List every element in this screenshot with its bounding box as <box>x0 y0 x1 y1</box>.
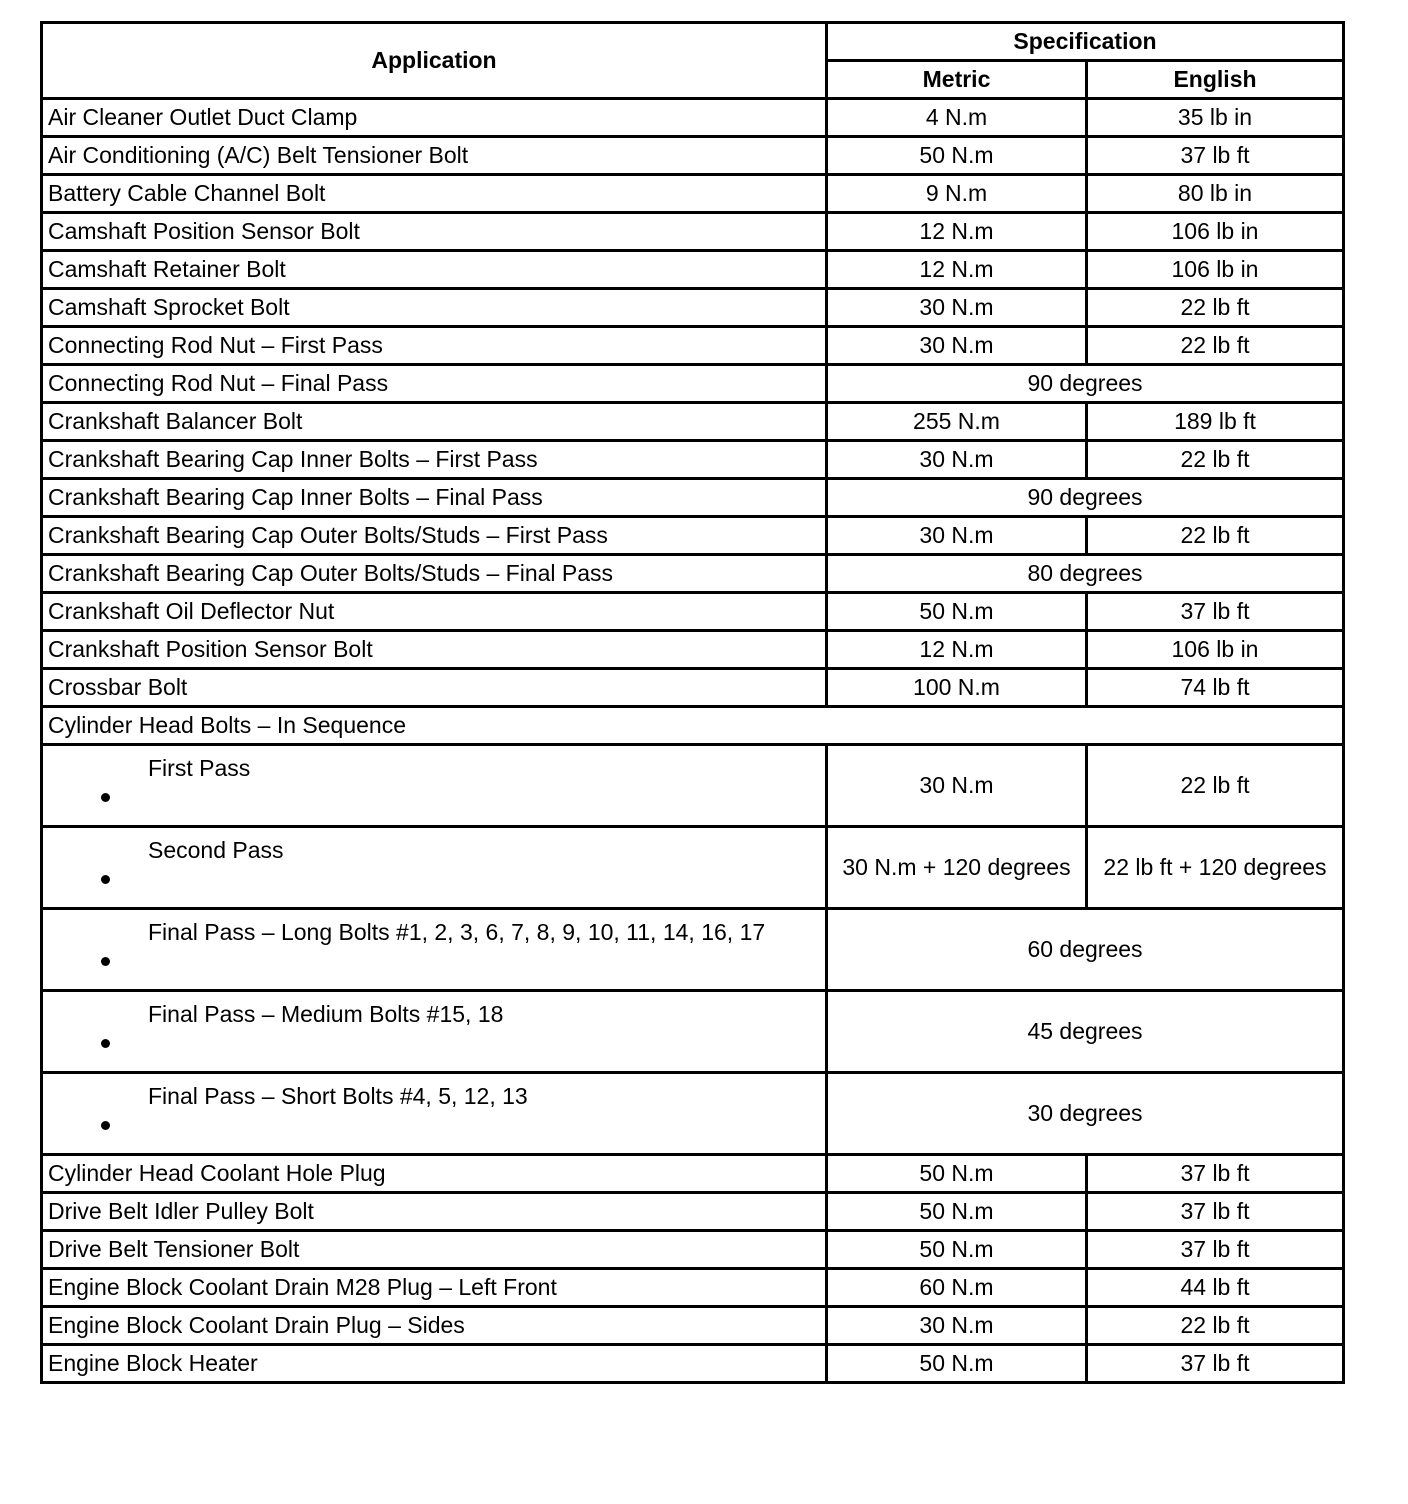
table-row <box>42 1073 1344 1155</box>
table-row <box>42 1345 1344 1383</box>
table-row <box>42 1155 1344 1193</box>
application-cell: Air Cleaner Outlet Duct Clamp <box>42 99 827 137</box>
english-cell: 22 lb ft <box>1087 1307 1344 1345</box>
english-cell: 106 lb in <box>1087 213 1344 251</box>
metric-cell: 30 N.m <box>827 441 1087 479</box>
combined-spec-cell: 80 degrees <box>827 555 1344 593</box>
application-cell: Camshaft Position Sensor Bolt <box>42 213 827 251</box>
english-cell: 22 lb ft <box>1087 327 1344 365</box>
table-row <box>42 1231 1344 1269</box>
table-row <box>42 593 1344 631</box>
application-cell: Connecting Rod Nut – Final Pass <box>42 365 827 403</box>
torque-spec-table <box>40 21 1345 1384</box>
english-cell: 74 lb ft <box>1087 669 1344 707</box>
table-row <box>42 909 1344 991</box>
application-cell: Crankshaft Balancer Bolt <box>42 403 827 441</box>
english-cell: 37 lb ft <box>1087 1193 1344 1231</box>
table-row <box>42 1193 1344 1231</box>
combined-spec-cell: 60 degrees <box>827 909 1344 991</box>
application-cell <box>42 745 827 827</box>
table-row <box>42 327 1344 365</box>
english-cell: 22 lb ft + 120 degrees <box>1087 827 1344 909</box>
application-cell: Crossbar Bolt <box>42 669 827 707</box>
table-row <box>42 631 1344 669</box>
english-cell: 44 lb ft <box>1087 1269 1344 1307</box>
application-cell <box>42 827 827 909</box>
metric-cell: 30 N.m <box>827 327 1087 365</box>
table-row <box>42 555 1344 593</box>
english-cell: 35 lb in <box>1087 99 1344 137</box>
application-cell: Drive Belt Tensioner Bolt <box>42 1231 827 1269</box>
application-cell <box>42 991 827 1073</box>
table-row <box>42 479 1344 517</box>
table-row <box>42 365 1344 403</box>
english-cell: 22 lb ft <box>1087 745 1344 827</box>
metric-cell: 30 N.m <box>827 1307 1087 1345</box>
table-row <box>42 99 1344 137</box>
combined-spec-cell: 90 degrees <box>827 479 1344 517</box>
metric-cell: 100 N.m <box>827 669 1087 707</box>
application-cell: Crankshaft Bearing Cap Outer Bolts/Studs – First Pass <box>42 517 827 555</box>
application-text: Final Pass – Medium Bolts #15, 18 <box>148 1001 504 1027</box>
table-row <box>42 251 1344 289</box>
english-cell: 37 lb ft <box>1087 593 1344 631</box>
application-cell: Engine Block Coolant Drain M28 Plug – Left Front <box>42 1269 827 1307</box>
table-row <box>42 991 1344 1073</box>
specification-header: Specification <box>827 23 1344 61</box>
table-body <box>42 99 1344 1383</box>
table-row <box>42 289 1344 327</box>
english-cell: 22 lb ft <box>1087 517 1344 555</box>
metric-cell: 9 N.m <box>827 175 1087 213</box>
table-row <box>42 827 1344 909</box>
table-row <box>42 669 1344 707</box>
application-cell: Crankshaft Position Sensor Bolt <box>42 631 827 669</box>
metric-cell: 255 N.m <box>827 403 1087 441</box>
english-cell: 80 lb in <box>1087 175 1344 213</box>
metric-cell: 12 N.m <box>827 251 1087 289</box>
application-cell: Air Conditioning (A/C) Belt Tensioner Bolt <box>42 137 827 175</box>
application-cell <box>42 909 827 991</box>
english-cell: 37 lb ft <box>1087 1345 1344 1383</box>
application-text: Second Pass <box>148 837 284 863</box>
application-cell: Engine Block Coolant Drain Plug – Sides <box>42 1307 827 1345</box>
application-text: First Pass <box>148 755 251 781</box>
application-cell: Camshaft Sprocket Bolt <box>42 289 827 327</box>
application-cell: Battery Cable Channel Bolt <box>42 175 827 213</box>
english-cell: 37 lb ft <box>1087 1155 1344 1193</box>
metric-cell: 50 N.m <box>827 137 1087 175</box>
table-row <box>42 1269 1344 1307</box>
combined-spec-cell: 90 degrees <box>827 365 1344 403</box>
english-cell: 22 lb ft <box>1087 289 1344 327</box>
metric-cell: 30 N.m + 120 degrees <box>827 827 1087 909</box>
application-cell: Crankshaft Bearing Cap Outer Bolts/Studs – Final Pass <box>42 555 827 593</box>
english-cell: 22 lb ft <box>1087 441 1344 479</box>
table-row <box>42 517 1344 555</box>
combined-spec-cell: 45 degrees <box>827 991 1344 1073</box>
metric-cell: 4 N.m <box>827 99 1087 137</box>
application-cell <box>42 1073 827 1155</box>
table-row <box>42 137 1344 175</box>
english-cell: 37 lb ft <box>1087 1231 1344 1269</box>
table-row <box>42 175 1344 213</box>
application-cell: Connecting Rod Nut – First Pass <box>42 327 827 365</box>
table-row <box>42 441 1344 479</box>
english-cell: 189 lb ft <box>1087 403 1344 441</box>
application-cell: Cylinder Head Bolts – In Sequence <box>42 707 1344 745</box>
metric-cell: 12 N.m <box>827 631 1087 669</box>
metric-cell: 50 N.m <box>827 1155 1087 1193</box>
metric-cell: 30 N.m <box>827 745 1087 827</box>
metric-cell: 50 N.m <box>827 1231 1087 1269</box>
table-row <box>42 1307 1344 1345</box>
application-text: Final Pass – Long Bolts #1, 2, 3, 6, 7, 8, 9, 10, 11, 14, 16, 17 <box>148 919 766 945</box>
application-header: Application <box>42 23 827 99</box>
english-cell: 106 lb in <box>1087 631 1344 669</box>
application-text: Final Pass – Short Bolts #4, 5, 12, 13 <box>148 1083 528 1109</box>
metric-cell: 60 N.m <box>827 1269 1087 1307</box>
application-cell: Engine Block Heater <box>42 1345 827 1383</box>
metric-header: Metric <box>827 61 1087 99</box>
metric-cell: 50 N.m <box>827 1345 1087 1383</box>
metric-cell: 12 N.m <box>827 213 1087 251</box>
metric-cell: 30 N.m <box>827 517 1087 555</box>
application-cell: Cylinder Head Coolant Hole Plug <box>42 1155 827 1193</box>
metric-cell: 50 N.m <box>827 1193 1087 1231</box>
table-header <box>42 23 1344 99</box>
metric-cell: 50 N.m <box>827 593 1087 631</box>
combined-spec-cell: 30 degrees <box>827 1073 1344 1155</box>
metric-cell: 30 N.m <box>827 289 1087 327</box>
table-row <box>42 403 1344 441</box>
application-cell: Crankshaft Oil Deflector Nut <box>42 593 827 631</box>
table-row <box>42 745 1344 827</box>
english-cell: 106 lb in <box>1087 251 1344 289</box>
table-section-row <box>42 707 1344 745</box>
table-row <box>42 213 1344 251</box>
english-header: English <box>1087 61 1344 99</box>
application-cell: Crankshaft Bearing Cap Inner Bolts – First Pass <box>42 441 827 479</box>
application-cell: Drive Belt Idler Pulley Bolt <box>42 1193 827 1231</box>
english-cell: 37 lb ft <box>1087 137 1344 175</box>
application-cell: Crankshaft Bearing Cap Inner Bolts – Final Pass <box>42 479 827 517</box>
application-cell: Camshaft Retainer Bolt <box>42 251 827 289</box>
